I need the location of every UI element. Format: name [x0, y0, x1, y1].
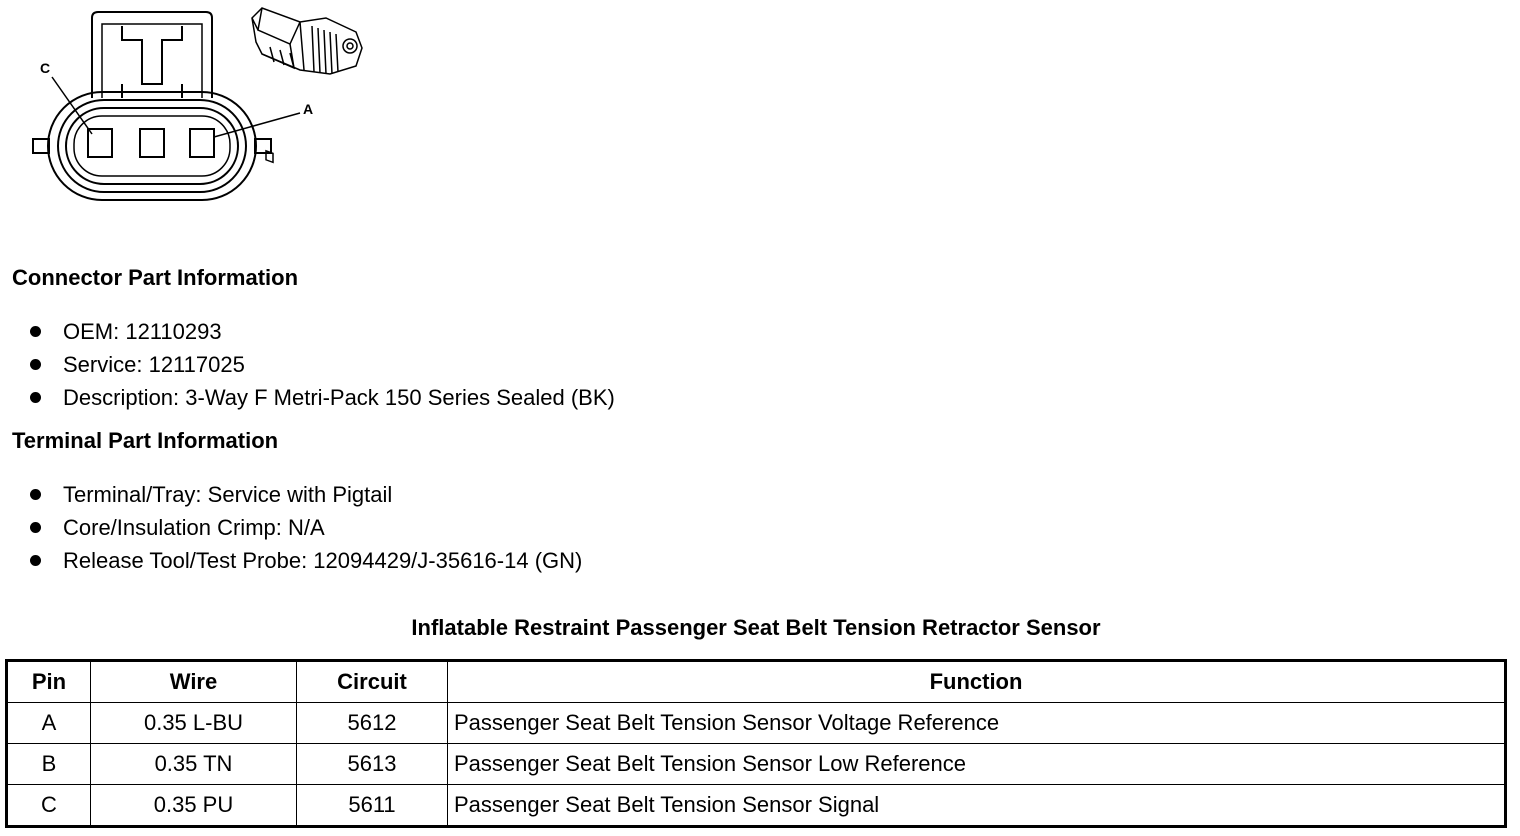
- table-row: [7, 785, 1506, 827]
- bullet-icon: [30, 489, 41, 500]
- table-row: [7, 744, 1506, 785]
- connector-service: Service: 12117025: [63, 352, 245, 377]
- terminal-release-tool: Release Tool/Test Probe: 12094429/J-35616-14 (GN): [63, 548, 583, 573]
- connector-diagram: [0, 0, 380, 215]
- cell-function: Passenger Seat Belt Tension Sensor Signal: [448, 785, 1506, 827]
- connector-info-list: [28, 315, 615, 414]
- cell-pin: A: [7, 703, 91, 744]
- connector-description: Description: 3-Way F Metri-Pack 150 Series Sealed (BK): [63, 385, 615, 410]
- header-wire: Wire: [91, 661, 297, 703]
- cell-circuit: 5611: [297, 785, 448, 827]
- cell-function: Passenger Seat Belt Tension Sensor Low Reference: [448, 744, 1506, 785]
- connector-face: [33, 12, 300, 200]
- connector-oem: OEM: 12110293: [63, 319, 222, 344]
- terminal-crimp: Core/Insulation Crimp: N/A: [63, 515, 325, 540]
- list-item: [28, 478, 582, 511]
- list-item: [28, 348, 615, 381]
- header-function: Function: [448, 661, 1506, 703]
- terminal-info-heading: Terminal Part Information: [12, 428, 279, 453]
- list-item: [28, 381, 615, 414]
- cell-wire: 0.35 L-BU: [91, 703, 297, 744]
- table-header-row: [7, 661, 1506, 703]
- cell-circuit: 5613: [297, 744, 448, 785]
- bullet-icon: [30, 555, 41, 566]
- cell-wire: 0.35 TN: [91, 744, 297, 785]
- bullet-icon: [30, 326, 41, 337]
- terminal-tray: Terminal/Tray: Service with Pigtail: [63, 482, 393, 507]
- table-title: Inflatable Restraint Passenger Seat Belt Tension Retractor Sensor: [411, 615, 1101, 640]
- cell-wire: 0.35 PU: [91, 785, 297, 827]
- cell-pin: C: [7, 785, 91, 827]
- table-row: [7, 703, 1506, 744]
- pin-table: [5, 659, 1507, 828]
- header-pin: Pin: [7, 661, 91, 703]
- list-item: [28, 544, 582, 577]
- bullet-icon: [30, 359, 41, 370]
- cell-pin: B: [7, 744, 91, 785]
- callout-c: C: [40, 60, 51, 76]
- list-item: [28, 511, 582, 544]
- cell-function: Passenger Seat Belt Tension Sensor Voltage Reference: [448, 703, 1506, 744]
- callout-a: A: [303, 101, 314, 117]
- header-circuit: Circuit: [297, 661, 448, 703]
- bullet-icon: [30, 392, 41, 403]
- terminal-info-list: [28, 478, 582, 577]
- connector-info-heading: Connector Part Information: [12, 265, 299, 290]
- bullet-icon: [30, 522, 41, 533]
- cell-circuit: 5612: [297, 703, 448, 744]
- list-item: [28, 315, 615, 348]
